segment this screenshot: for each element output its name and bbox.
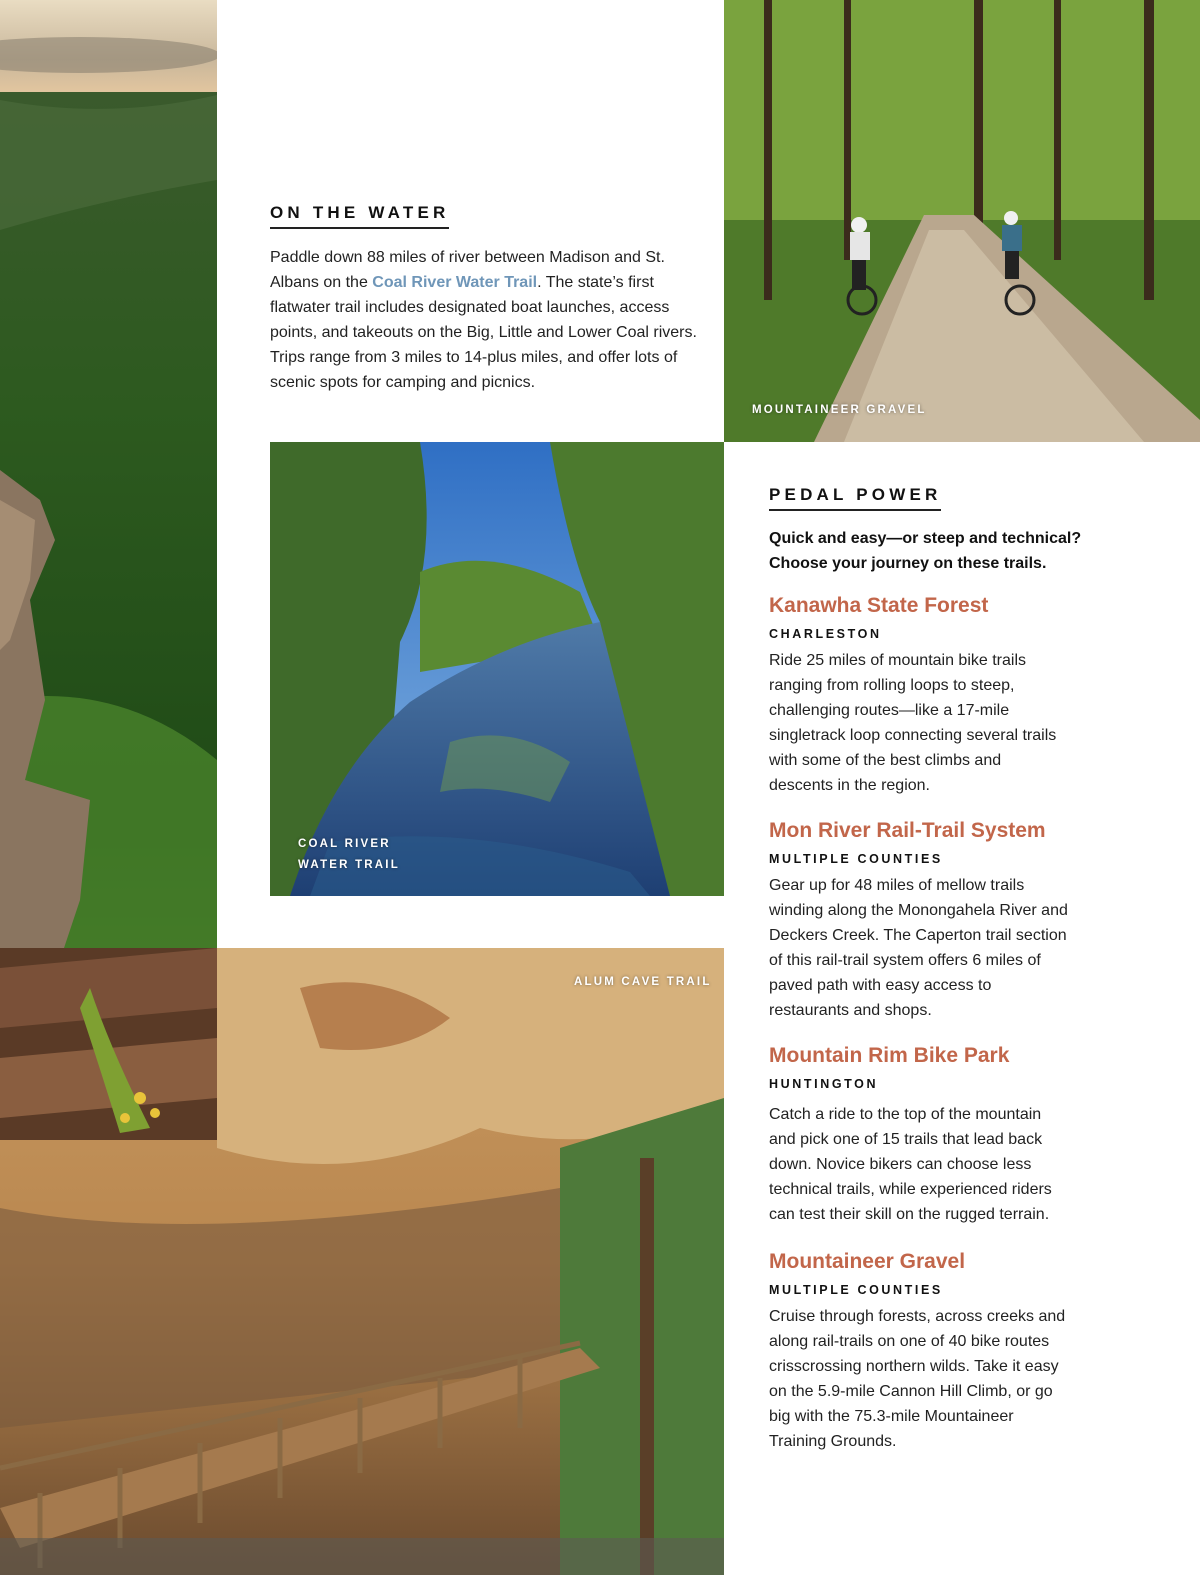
coal-river-photo [270, 442, 724, 896]
trail-name: Kanawha State Forest [769, 594, 989, 617]
pedal-power-heading: PEDAL POWER [769, 485, 941, 511]
trail-location: CHARLESTON [769, 627, 882, 641]
on-the-water-body [270, 245, 710, 395]
trail-name: Mountaineer Gravel [769, 1250, 966, 1273]
rock-flowers-photo [0, 948, 217, 1140]
river-photo-caption [298, 834, 400, 876]
trail-name: Mountain Rim Bike Park [769, 1044, 1010, 1067]
trail-description: Catch a ride to the top of the mountain and pick one of 15 trails that lead back down. Novice bikers can choose less technical trails, while experienced riders can test their skill on the rugged terrain. [769, 1106, 1052, 1223]
on-the-water-heading: ON THE WATER [270, 203, 449, 229]
trail-description: Ride 25 miles of mountain bike trails ranging from rolling loops to steep, challenging routes—like a 17-mile singletrack loop connecting several trails with some of the best climbs and descents in the region. [769, 652, 1057, 794]
trail-location: MULTIPLE COUNTIES [769, 852, 943, 866]
trail-description: Gear up for 48 miles of mellow trails winding along the Monongahela River and Deckers Creek. The Caperton trail section of this rail-trail system offers 6 miles of paved path with easy access to restaurants and shops. [769, 877, 1068, 1019]
gravel-cyclists-photo [724, 0, 1200, 442]
trail-location: HUNTINGTON [769, 1077, 879, 1091]
coal-river-water-trail-link[interactable]: Coal River Water Trail [372, 274, 538, 291]
river-caption-line2: WATER TRAIL [298, 859, 400, 871]
trail-name: Mon River Rail-Trail System [769, 819, 1046, 842]
water-body-rest: . The state’s first flatwater trail includes designated boat launches, access points, and takeouts on the Big, Little and Lower Coal rivers. Trips range from 3 miles to 14-plus miles, and offer lots of scenic spots for camping and picnics. [270, 274, 697, 391]
river-caption-line1: COAL RIVER [298, 838, 391, 850]
trail-description: Cruise through forests, across creeks and along rail-trails on one of 40 bike routes crisscrossing northern wilds. Take it easy on the 5.9-mile Cannon Hill Climb, or go big with the 75.3-mile Mountaineer Training Grounds. [769, 1308, 1066, 1450]
cave-photo-caption: ALUM CAVE TRAIL [574, 976, 712, 988]
trail-location: MULTIPLE COUNTIES [769, 1283, 943, 1297]
gravel-photo-caption: MOUNTAINEER GRAVEL [752, 404, 927, 416]
pedal-power-intro: Quick and easy—or steep and technical? Choose your journey on these trails. [769, 530, 1082, 572]
water-body-intro: Paddle down 88 miles of river between Madison and St. Albans on the [270, 249, 665, 291]
